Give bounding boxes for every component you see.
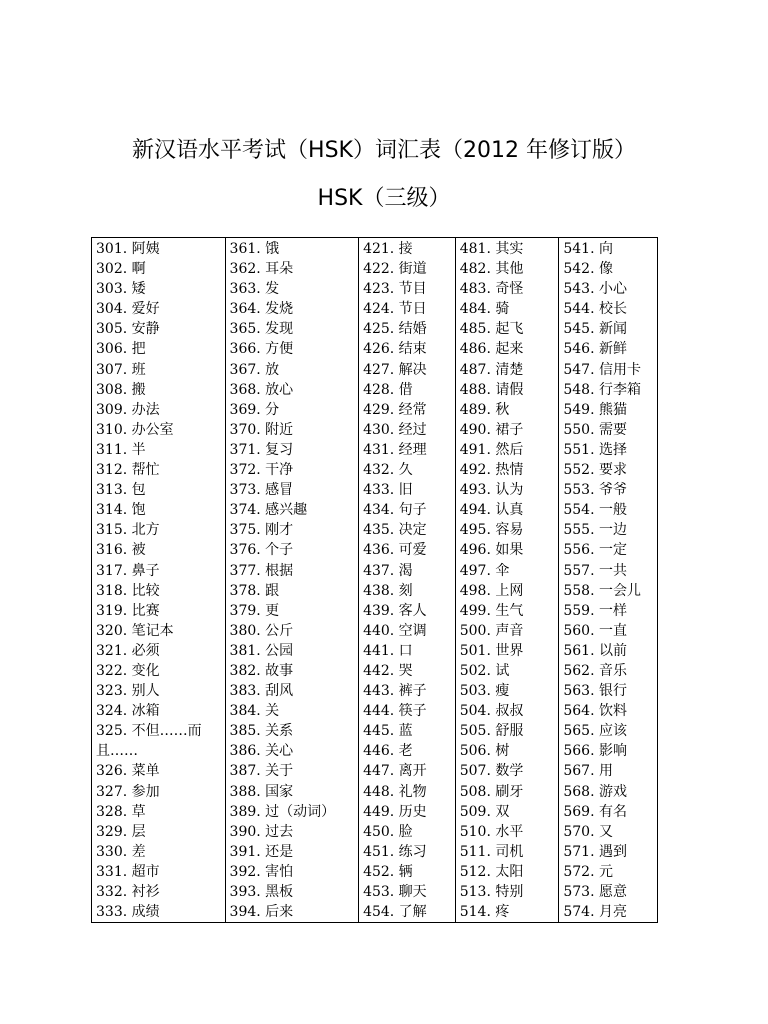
vocab-entry: 385. 关系 [229, 723, 294, 740]
vocab-entry: 314. 饱 [96, 502, 146, 519]
vocab-entry: 483. 奇怪 [459, 281, 524, 298]
vocab-entry: 438. 刻 [363, 582, 413, 599]
vocab-entry: 384. 关 [229, 703, 280, 720]
vocab-entry: 382. 故事 [229, 662, 294, 679]
vocab-entry: 373. 感冒 [229, 482, 294, 499]
vocab-entry: 380. 公斤 [229, 622, 294, 639]
vocab-entry: 514. 疼 [459, 904, 510, 921]
vocab-entry: 307. 班 [96, 361, 146, 378]
vocab-entry: 363. 发 [229, 281, 280, 298]
vocab-entry: 422. 街道 [363, 261, 427, 278]
vocab-entry: 310. 办公室 [96, 421, 174, 438]
vocab-entry: 558. 一会儿 [563, 582, 641, 599]
document-subtitle: HSK（三级） [317, 186, 451, 211]
vocab-entry: 511. 司机 [459, 843, 524, 860]
vocab-entry: 548. 行李箱 [563, 381, 641, 398]
vocab-entry: 504. 叔叔 [459, 703, 524, 720]
vocab-entry: 570. 又 [563, 823, 613, 840]
vocab-entry: 449. 历史 [363, 803, 427, 820]
vocab-entry: 317. 鼻子 [96, 562, 160, 579]
vocab-entry: 423. 节目 [363, 281, 427, 298]
vocab-entry: 391. 还是 [229, 843, 294, 860]
vocab-entry: 377. 根据 [229, 562, 294, 579]
vocab-entry: 393. 黑板 [229, 884, 294, 900]
vocab-entry: 567. 用 [563, 763, 613, 780]
vocab-entry: 492. 热情 [459, 462, 524, 479]
vocab-entry: 453. 聊天 [363, 884, 427, 900]
vocab-entry: 312. 帮忙 [96, 462, 160, 479]
vocab-entry: 327. 参加 [96, 783, 160, 800]
vocab-entry: 565. 应该 [563, 723, 627, 740]
vocab-entry: 553. 爷爷 [563, 482, 627, 499]
vocab-entry: 421. 接 [363, 241, 413, 257]
vocab-entry: 318. 比较 [96, 582, 160, 599]
vocab-entry: 388. 国家 [229, 783, 294, 800]
vocab-entry: 481. 其实 [459, 241, 524, 257]
vocab-entry: 549. 熊猫 [563, 401, 627, 418]
vocab-entry: 443. 裤子 [363, 683, 427, 700]
vocab-entry: 551. 选择 [563, 441, 627, 458]
vocab-entry: 505. 舒服 [459, 723, 524, 740]
vocab-entry: 302. 啊 [96, 261, 146, 278]
vocab-entry: 383. 刮风 [229, 683, 294, 700]
vocab-entry: 561. 以前 [563, 642, 627, 659]
vocab-entry: 571. 遇到 [563, 843, 627, 860]
vocab-entry: 494. 认真 [459, 502, 524, 519]
vocab-entry: 545. 新闻 [563, 321, 627, 338]
vocab-entry: 311. 半 [96, 441, 146, 458]
vocab-entry: 572. 元 [563, 863, 613, 880]
vocab-entry: 501. 世界 [459, 642, 524, 659]
vocab-entry: 451. 练习 [363, 843, 427, 860]
vocab-entry: 303. 矮 [96, 281, 146, 298]
vocab-entry: 427. 解决 [363, 361, 427, 378]
vocab-entry: 447. 离开 [363, 763, 427, 780]
vocab-entry: 389. 过（动词） [229, 803, 336, 820]
vocab-entry: 304. 爱好 [96, 301, 160, 318]
vocab-entry: 392. 害怕 [229, 863, 294, 880]
vocab-entry: 365. 发现 [229, 321, 294, 338]
vocab-entry: 487. 清楚 [459, 361, 524, 378]
vocab-entry: 378. 跟 [229, 582, 280, 599]
vocab-entry: 381. 公园 [229, 642, 294, 659]
vocab-column-3 [359, 238, 456, 922]
vocab-entry: 386. 关心 [229, 743, 294, 760]
vocab-entry: 374. 感兴趣 [229, 502, 308, 519]
vocab-entry: 306. 把 [96, 341, 146, 358]
vocab-entry: 379. 更 [229, 602, 280, 619]
vocab-entry: 316. 被 [96, 542, 146, 559]
vocab-entry: 560. 一直 [563, 622, 627, 639]
vocab-entry: 332. 衬衫 [96, 884, 160, 900]
vocab-entry: 305. 安静 [96, 321, 160, 338]
vocab-entry: 559. 一样 [563, 602, 627, 619]
vocab-entry: 424. 节日 [363, 301, 427, 318]
vocab-entry: 309. 办法 [96, 401, 160, 418]
vocab-entry: 445. 蓝 [363, 723, 413, 740]
vocab-entry: 329. 层 [96, 823, 146, 840]
vocab-entry: 320. 笔记本 [96, 622, 174, 639]
vocab-entry: 496. 如果 [459, 542, 524, 559]
vocab-entry: 563. 银行 [563, 683, 627, 700]
vocab-entry: 330. 差 [96, 843, 146, 860]
vocab-entry: 547. 信用卡 [563, 361, 641, 378]
vocab-entry: 370. 附近 [229, 421, 294, 438]
vocab-entry: 564. 饮料 [563, 703, 627, 720]
vocab-entry: 326. 菜单 [96, 763, 160, 780]
vocab-entry: 554. 一般 [563, 502, 627, 519]
vocab-entry: 555. 一边 [563, 522, 627, 539]
vocab-entry: 433. 旧 [363, 482, 413, 499]
vocab-entry: 364. 发烧 [229, 301, 294, 318]
vocab-entry: 319. 比赛 [96, 602, 160, 619]
vocab-entry: 568. 游戏 [563, 783, 627, 800]
vocab-entry: 375. 刚才 [229, 522, 294, 539]
vocab-entry: 550. 需要 [563, 421, 627, 438]
vocab-column-4 [456, 238, 560, 922]
vocab-entry: 452. 辆 [363, 863, 413, 880]
vocab-entry: 486. 起来 [459, 341, 524, 358]
vocab-entry: 369. 分 [229, 401, 280, 418]
vocab-entry: 454. 了解 [363, 904, 427, 921]
vocab-entry: 333. 成绩 [96, 904, 160, 921]
vocab-entry: 446. 老 [363, 743, 413, 760]
vocab-entry: 499. 生气 [459, 602, 524, 619]
vocab-entry: 556. 一定 [563, 542, 627, 559]
vocab-entry: 569. 有名 [563, 803, 627, 820]
vocab-entry: 328. 草 [96, 803, 146, 820]
vocab-entry: 434. 句子 [363, 502, 427, 519]
vocab-entry: 508. 刷牙 [459, 783, 524, 800]
vocab-entry: 497. 伞 [459, 562, 510, 579]
vocab-entry: 431. 经理 [363, 441, 427, 458]
vocab-entry: 368. 放心 [229, 381, 294, 398]
vocab-entry: 387. 关于 [229, 763, 294, 780]
vocab-entry: 448. 礼物 [363, 783, 427, 800]
vocab-entry: 371. 复习 [229, 441, 294, 458]
vocab-column-2 [226, 238, 360, 922]
vocab-entry: 546. 新鲜 [563, 341, 627, 358]
vocab-entry: 390. 过去 [229, 823, 294, 840]
vocab-entry: 495. 容易 [459, 522, 524, 539]
vocab-entry: 574. 月亮 [563, 904, 627, 921]
vocab-entry: 482. 其他 [459, 261, 524, 278]
vocab-entry: 507. 数学 [459, 763, 524, 780]
vocab-column-5 [559, 238, 657, 922]
vocab-entry: 313. 包 [96, 482, 146, 499]
vocab-entry: 322. 变化 [96, 662, 160, 679]
vocab-entry: 331. 超市 [96, 863, 160, 880]
vocab-entry: 566. 影响 [563, 743, 627, 760]
vocab-entry: 506. 树 [459, 743, 510, 760]
vocab-entry: 321. 必须 [96, 642, 160, 659]
vocab-entry: 562. 音乐 [563, 662, 627, 679]
vocab-entry: 552. 要求 [563, 462, 627, 479]
vocab-entry: 439. 客人 [363, 602, 427, 619]
vocab-entry: 491. 然后 [459, 441, 524, 458]
vocab-entry: 325. 不但……而且…… [96, 723, 202, 760]
vocab-entry: 367. 放 [229, 361, 280, 378]
vocab-entry: 442. 哭 [363, 662, 413, 679]
vocab-entry: 361. 饿 [229, 241, 280, 257]
vocab-entry: 488. 请假 [459, 381, 524, 398]
vocab-entry: 429. 经常 [363, 401, 427, 418]
vocab-entry: 362. 耳朵 [229, 261, 294, 278]
vocab-entry: 485. 起飞 [459, 321, 524, 338]
vocab-entry: 542. 像 [563, 261, 613, 278]
vocab-entry: 308. 搬 [96, 381, 146, 398]
vocab-entry: 437. 渴 [363, 562, 413, 579]
vocab-entry: 425. 结婚 [363, 321, 427, 338]
vocab-entry: 493. 认为 [459, 482, 524, 499]
vocab-entry: 366. 方便 [229, 341, 294, 358]
vocab-entry: 372. 干净 [229, 462, 294, 479]
vocabulary-table [91, 237, 658, 923]
vocab-entry: 557. 一共 [563, 562, 627, 579]
vocab-entry: 500. 声音 [459, 622, 524, 639]
vocab-entry: 428. 借 [363, 381, 413, 398]
vocab-entry: 490. 裙子 [459, 421, 524, 438]
vocab-entry: 573. 愿意 [563, 884, 627, 900]
vocab-entry: 436. 可爱 [363, 542, 427, 559]
vocab-entry: 489. 秋 [459, 401, 510, 418]
vocab-entry: 543. 小心 [563, 281, 627, 298]
vocab-entry: 432. 久 [363, 462, 413, 479]
vocab-entry: 301. 阿姨 [96, 241, 160, 257]
vocab-entry: 426. 结束 [363, 341, 427, 358]
vocab-entry: 502. 试 [459, 662, 510, 679]
vocab-entry: 544. 校长 [563, 301, 627, 318]
vocab-entry: 376. 个子 [229, 542, 294, 559]
vocab-entry: 498. 上网 [459, 582, 524, 599]
vocab-entry: 441. 口 [363, 642, 413, 659]
vocab-entry: 503. 瘦 [459, 683, 510, 700]
vocab-entry: 541. 向 [563, 241, 613, 257]
vocab-entry: 513. 特别 [459, 884, 524, 900]
vocab-entry: 315. 北方 [96, 522, 160, 539]
vocab-entry: 323. 别人 [96, 683, 160, 700]
vocab-entry: 510. 水平 [459, 823, 524, 840]
vocab-entry: 484. 骑 [459, 301, 510, 318]
vocab-entry: 394. 后来 [229, 904, 294, 921]
vocab-entry: 509. 双 [459, 803, 510, 820]
vocab-entry: 440. 空调 [363, 622, 427, 639]
document-title: 新汉语水平考试（HSK）词汇表（2012 年修订版） [132, 138, 636, 163]
vocab-entry: 435. 决定 [363, 522, 427, 539]
vocab-entry: 512. 太阳 [459, 863, 524, 880]
vocab-column-1 [92, 238, 226, 922]
vocab-entry: 450. 脸 [363, 823, 413, 840]
vocab-entry: 324. 冰箱 [96, 703, 160, 720]
vocab-entry: 444. 筷子 [363, 703, 427, 720]
vocab-entry: 430. 经过 [363, 421, 427, 438]
